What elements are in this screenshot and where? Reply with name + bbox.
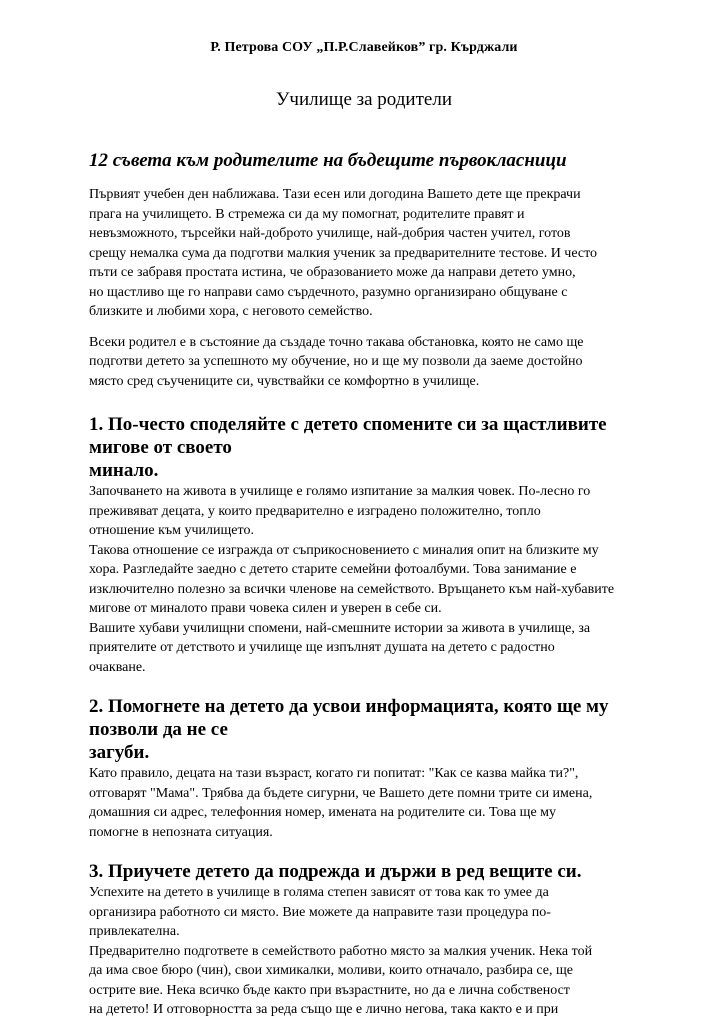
document-body xyxy=(89,150,669,1020)
section-paragraph: Като правило, децата на тази възраст, когато ги попитат: "Как се казва майка ти?", отговарят "Мама". Трябва да бъдете сигурни, че Вашето дете помни трите си имена, домашния си адрес, телефонния номер, имената на родителите си. Това ще му помогне в непозната ситуация. xyxy=(89,766,593,840)
intro-paragraph: Всеки родител е в състояние да създаде точно такава обстановка, която не само ще подготви детето за успешното му обучение, но и ще му позволи да заеме достойно място сред съучениците си, чувствайки се комфортно в училище. xyxy=(89,334,584,389)
section-paragraph: Започването на живота в училище е голямо изпитание за малкия човек. По-лесно го преживяват децата, у които предварително е изградено положително, топло отношение към училището. xyxy=(89,484,591,538)
subtitle: 12 съвета към родителите на бъдещите първокласници xyxy=(89,150,567,171)
section-body xyxy=(89,764,669,842)
section-heading: 2. Помогнете на детето да усвои информацията, която ще му позволи да не се загуби. xyxy=(89,696,609,763)
section-body xyxy=(89,482,669,677)
section-paragraph: Предварително подгответе в семейството работно място за малкия ученик. Нека той да има свое бюро (чин), свои химикалки, моливи, които отначало, разбира се, ще острите вие. Нека всичко бъде както при възрастните, но да е лична собственост на детето! И отговорността за реда също ще е лично негова, така както е и при xyxy=(89,943,593,1017)
section-heading: 3. Приучете детето да подрежда и държи в ред вещите си. xyxy=(89,861,582,882)
section-body xyxy=(89,883,669,1020)
section-paragraph: Такова отношение се изгражда от съприкосновението с миналия опит на близките му хора. Разгледайте заедно с детето старите семейни фотоалбуми. Това занимание е изключително полезно за всички членове на семейството. Връщането към най-хубавите мигове от миналото прави човека силен и уверен в себе си. xyxy=(89,542,615,616)
intro-paragraph: Първият учебен ден наближава. Тази есен или догодина Вашето дете ще прекрачи прага на училището. В стремежа си да му помогнат, родителите правят и невъзможното, търсейки най-доброто училище, най-добрия частен учител, готов срещу немалка сума да подготви малкия ученик за предварителните тестове. И често пъти се забравя простата истина, че образованието може да направи детето умно, но щастливо ще го направи само сърдечното, разумно организирано общуване с близките и любими хора, с неговото семейство. xyxy=(89,187,598,319)
section-paragraph: Успехите на детето в училище в голяма степен зависят от това как то умее да организира работното си място. Вие можете да направите тази процедура по- привлекателна. xyxy=(89,885,551,939)
section-heading: 1. По-често споделяйте с детето спомените си за щастливите мигове от своето минало. xyxy=(89,414,607,481)
author-line: Р. Петрова СОУ „П.Р.Славейков” гр. Кърджали xyxy=(210,40,518,55)
document-title: Училище за родители xyxy=(275,89,452,110)
section-paragraph: Вашите хубави училищни спомени, най-смешните истории за живота в училище, за приятелите от детството и училище ще изпълнят душата на детето с радостно очакване. xyxy=(89,620,591,675)
